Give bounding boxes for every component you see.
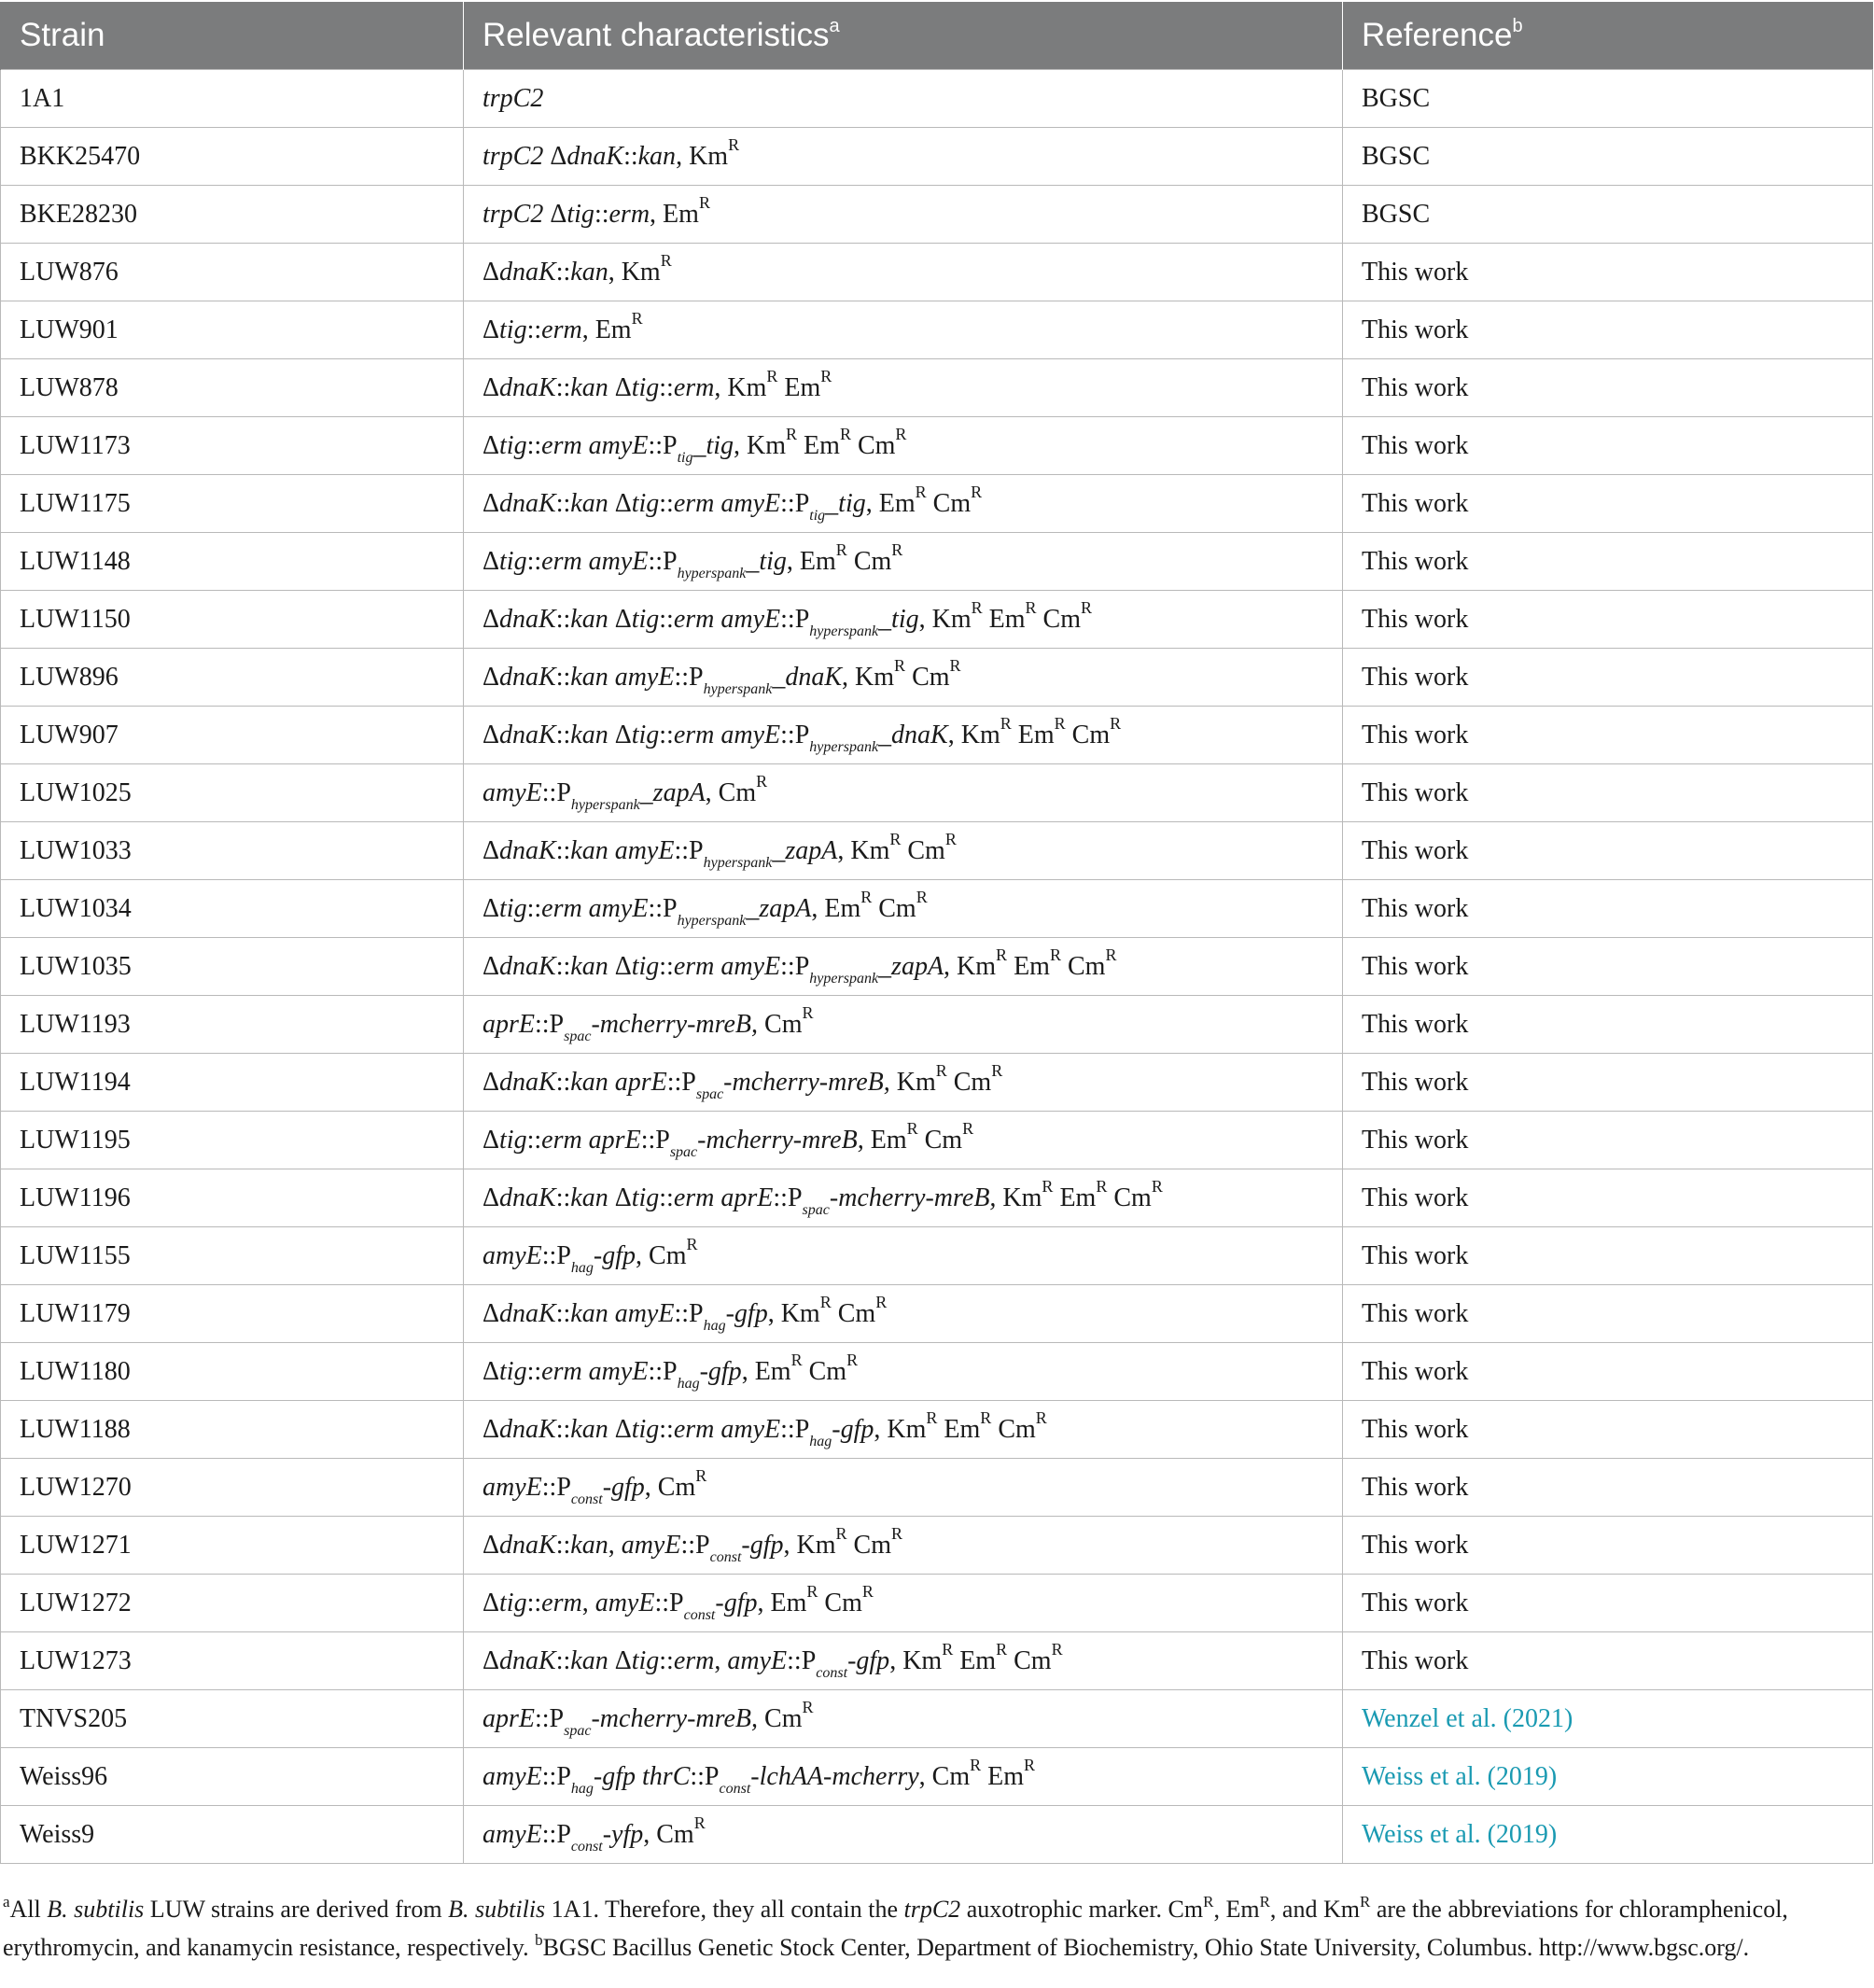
header-characteristics: Relevant characteristics$^a$ [464, 2, 1343, 70]
table-row [1, 1459, 1873, 1517]
table-row [1, 128, 1873, 186]
cell-reference: This work [1343, 1169, 1873, 1227]
header-reference: Reference$^b$ [1343, 2, 1873, 70]
cell-reference: This work [1343, 301, 1873, 359]
cell-strain: LUW1155 [1, 1227, 464, 1285]
table-row [1, 591, 1873, 649]
cell-characteristics: ΔdnaK::kan Δtig::erm $amyE::P_{hyperspank}\_dnaK$, $Km^R$ $Em^R$ $Cm^R$ [464, 707, 1343, 764]
table-row [1, 1112, 1873, 1169]
cell-strain: LUW1273 [1, 1632, 464, 1690]
cell-characteristics: Δtig::erm $aprE::P_{spac}-mcherry$-mreB, $Em^R$ $Cm^R$ [464, 1112, 1343, 1169]
cell-strain: LUW1272 [1, 1575, 464, 1632]
cell-reference: This work [1343, 938, 1873, 996]
cell-reference: This work [1343, 1517, 1873, 1575]
cell-strain: LUW878 [1, 359, 464, 417]
cell-reference: This work [1343, 417, 1873, 475]
cell-characteristics: Δtig::erm, $amyE::P_{const}$-gfp, $Em^R$ $Cm^R$ [464, 1575, 1343, 1632]
cell-strain: LUW896 [1, 649, 464, 707]
table-row [1, 938, 1873, 996]
table-row [1, 475, 1873, 533]
cell-characteristics: $aprE::P_{spac}-mcherry$-mreB, $Cm^R$ [464, 996, 1343, 1054]
header-strain: Strain [1, 2, 464, 70]
table-row [1, 1343, 1873, 1401]
cell-reference: This work [1343, 1575, 1873, 1632]
cell-reference: This work [1343, 533, 1873, 591]
cell-characteristics: Δtig::erm $amyE::P_{tig}\_tig$, $Km^R$ $Em^R$ $Cm^R$ [464, 417, 1343, 475]
cell-characteristics: ΔdnaK::kan Δtig::erm $aprE::P_{spac}-mcherry$-mreB, $Km^R$ $Em^R$ $Cm^R$ [464, 1169, 1343, 1227]
cell-strain: LUW1195 [1, 1112, 464, 1169]
cell-strain: LUW1196 [1, 1169, 464, 1227]
table-footnote: $^a$All B. subtilis LUW strains are derived from B. subtilis 1A1. Therefore, they all contain the trpC2 auxotrophic marker. $Cm^R$, $Em^R$, and $Km^R$ are the abbreviations for chloramphenicol, erythromycin, and kanamycin resistance, respectively. $^b$BGSC Bacillus Genetic Stock Center, Department of Biochemistry, Ohio State University, Columbus. http://www.bgsc.org/. [3, 1893, 1788, 1961]
cell-characteristics: ΔdnaK::kan Δtig::erm $amyE::P_{tig}\_tig$, $Em^R$ $Cm^R$ [464, 475, 1343, 533]
header-row [1, 2, 1873, 70]
table-row [1, 186, 1873, 244]
cell-strain: Weiss96 [1, 1748, 464, 1806]
cell-reference: This work [1343, 359, 1873, 417]
cell-reference: This work [1343, 1054, 1873, 1112]
cell-strain: LUW1180 [1, 1343, 464, 1401]
cell-reference: BGSC [1343, 186, 1873, 244]
cell-strain: LUW1033 [1, 822, 464, 880]
cell-strain: BKE28230 [1, 186, 464, 244]
table-row [1, 301, 1873, 359]
table-row [1, 764, 1873, 822]
table-row [1, 649, 1873, 707]
cell-characteristics: ΔdnaK::kan $amyE::P_{hag}$-gfp, $Km^R$ $Cm^R$ [464, 1285, 1343, 1343]
cell-characteristics: $amyE::P_{const}$-gfp, $Cm^R$ [464, 1459, 1343, 1517]
cell-strain: LUW1173 [1, 417, 464, 475]
table-row [1, 1806, 1873, 1864]
cell-strain: LUW1188 [1, 1401, 464, 1459]
cell-characteristics: ΔdnaK::kan Δtig::erm $amyE::P_{hyperspank}\_zapA$, $Km^R$ $Em^R$ $Cm^R$ [464, 938, 1343, 996]
table-row [1, 417, 1873, 475]
cell-strain: LUW1270 [1, 1459, 464, 1517]
cell-reference: This work [1343, 1112, 1873, 1169]
table-row [1, 1632, 1873, 1690]
table-row [1, 1517, 1873, 1575]
cell-characteristics: $aprE::P_{spac}-mcherry$-mreB, $Cm^R$ [464, 1690, 1343, 1748]
cell-reference: This work [1343, 764, 1873, 822]
cell-characteristics: Δtig::erm $amyE::P_{hag}$-gfp, $Em^R$ $Cm^R$ [464, 1343, 1343, 1401]
table-row [1, 880, 1873, 938]
table-row [1, 707, 1873, 764]
cell-strain: LUW907 [1, 707, 464, 764]
cell-characteristics: ΔdnaK::kan, $amyE::P_{const}$-gfp, $Km^R$ $Cm^R$ [464, 1517, 1343, 1575]
table-body [1, 70, 1873, 1864]
cell-characteristics: Δtig::erm $amyE::P_{hyperspank}\_zapA$, $Em^R$ $Cm^R$ [464, 880, 1343, 938]
table-row [1, 996, 1873, 1054]
table-row [1, 1227, 1873, 1285]
cell-reference: This work [1343, 996, 1873, 1054]
table-row [1, 244, 1873, 301]
cell-reference-link[interactable]: Weiss et al. (2019) [1343, 1806, 1873, 1864]
cell-reference: This work [1343, 1227, 1873, 1285]
cell-reference: This work [1343, 1401, 1873, 1459]
cell-characteristics: Δtig::erm, $Em^R$ [464, 301, 1343, 359]
table-row [1, 1575, 1873, 1632]
footnote-marker-b: b [1512, 16, 1523, 37]
table-row [1, 1401, 1873, 1459]
cell-strain: LUW876 [1, 244, 464, 301]
cell-strain: LUW1271 [1, 1517, 464, 1575]
cell-characteristics: ΔdnaK::kan Δtig::erm $amyE::P_{hag}$-gfp, $Km^R$ $Em^R$ $Cm^R$ [464, 1401, 1343, 1459]
cell-strain: LUW901 [1, 301, 464, 359]
cell-characteristics: ΔdnaK::kan Δtig::erm $amyE::P_{hyperspank}\_tig$, $Km^R$ $Em^R$ $Cm^R$ [464, 591, 1343, 649]
cell-characteristics: ΔdnaK::kan Δtig::erm, $amyE::P_{const}$-gfp, $Km^R$ $Em^R$ $Cm^R$ [464, 1632, 1343, 1690]
cell-characteristics: ΔdnaK::kan, $Km^R$ [464, 244, 1343, 301]
cell-strain: LUW1025 [1, 764, 464, 822]
cell-strain: LUW1035 [1, 938, 464, 996]
cell-strain: BKK25470 [1, 128, 464, 186]
cell-characteristics: trpC2 [464, 70, 1343, 128]
cell-reference: This work [1343, 822, 1873, 880]
cell-characteristics: ΔdnaK::kan $amyE::P_{hyperspank}\_zapA$, $Km^R$ $Cm^R$ [464, 822, 1343, 880]
table-row [1, 1285, 1873, 1343]
cell-characteristics: ΔdnaK::kan $aprE::P_{spac}-mcherry$-mreB, $Km^R$ $Cm^R$ [464, 1054, 1343, 1112]
cell-reference: This work [1343, 880, 1873, 938]
cell-characteristics: trpC2 Δtig::erm, $Em^R$ [464, 186, 1343, 244]
table-row [1, 1690, 1873, 1748]
cell-characteristics: Δtig::erm $amyE::P_{hyperspank}\_tig$, $Em^R$ $Cm^R$ [464, 533, 1343, 591]
cell-strain: LUW1150 [1, 591, 464, 649]
cell-characteristics: $amyE::P_{hag}$-gfp $thrC::P_{const}-lchAA$-mcherry, $Cm^R$ $Em^R$ [464, 1748, 1343, 1806]
cell-reference-link[interactable]: Wenzel et al. (2021) [1343, 1690, 1873, 1748]
cell-characteristics: $amyE::P_{hyperspank}\_zapA$, $Cm^R$ [464, 764, 1343, 822]
cell-reference: This work [1343, 1285, 1873, 1343]
table-row [1, 359, 1873, 417]
cell-characteristics: trpC2 ΔdnaK::kan, $Km^R$ [464, 128, 1343, 186]
cell-reference: BGSC [1343, 70, 1873, 128]
table-row [1, 1054, 1873, 1112]
cell-reference: This work [1343, 1343, 1873, 1401]
footnote-marker-a: a [829, 16, 840, 37]
cell-strain: LUW1034 [1, 880, 464, 938]
strain-table [0, 2, 1873, 1864]
cell-reference: This work [1343, 475, 1873, 533]
cell-strain: LUW1194 [1, 1054, 464, 1112]
cell-strain: LUW1175 [1, 475, 464, 533]
cell-strain: Weiss9 [1, 1806, 464, 1864]
cell-strain: 1A1 [1, 70, 464, 128]
cell-reference-link[interactable]: Weiss et al. (2019) [1343, 1748, 1873, 1806]
cell-reference: BGSC [1343, 128, 1873, 186]
strain-table-container [0, 2, 1874, 1864]
table-row [1, 70, 1873, 128]
cell-characteristics: ΔdnaK::kan Δtig::erm, $Km^R$ $Em^R$ [464, 359, 1343, 417]
cell-reference: This work [1343, 649, 1873, 707]
cell-reference: This work [1343, 1459, 1873, 1517]
cell-characteristics: ΔdnaK::kan $amyE::P_{hyperspank}\_dnaK$, $Km^R$ $Cm^R$ [464, 649, 1343, 707]
cell-characteristics: $amyE::P_{const}$-yfp, $Cm^R$ [464, 1806, 1343, 1864]
cell-reference: This work [1343, 1632, 1873, 1690]
cell-strain: TNVS205 [1, 1690, 464, 1748]
cell-strain: LUW1148 [1, 533, 464, 591]
cell-reference: This work [1343, 707, 1873, 764]
table-header [1, 2, 1873, 70]
table-row [1, 533, 1873, 591]
cell-strain: LUW1179 [1, 1285, 464, 1343]
cell-strain: LUW1193 [1, 996, 464, 1054]
table-row [1, 1169, 1873, 1227]
cell-reference: This work [1343, 244, 1873, 301]
cell-characteristics: $amyE::P_{hag}$-gfp, $Cm^R$ [464, 1227, 1343, 1285]
cell-reference: This work [1343, 591, 1873, 649]
table-row [1, 1748, 1873, 1806]
table-row [1, 822, 1873, 880]
